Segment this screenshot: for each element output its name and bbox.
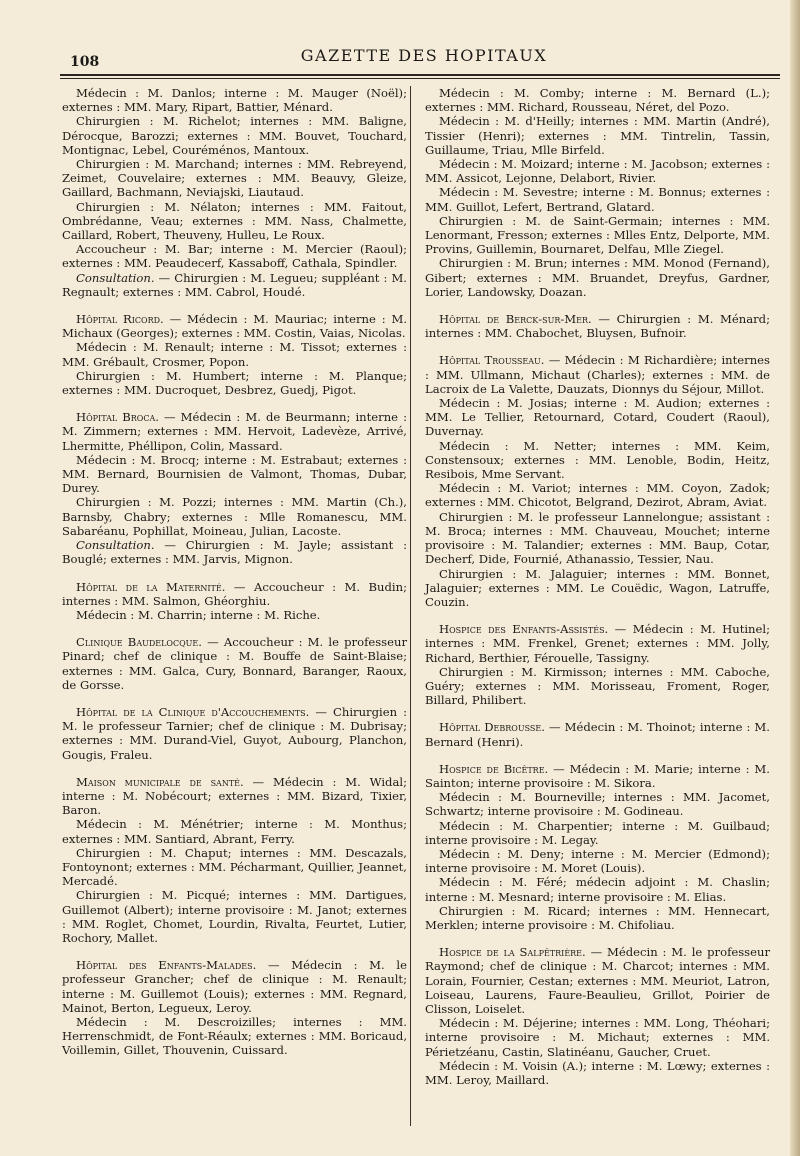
paragraph: [425, 185, 770, 213]
section-gap: [62, 299, 407, 312]
left-column: [62, 86, 407, 1058]
paragraph-text: Chirurgien : M. Picqué; internes : MM. Dartigues, Guillemot (Albert); interne provisoire : M. Janot; externes : MM. Roglet, Chomet, Lourdin, Rivalta, Feurtet, Lutier, Rochory, Mallet.: [62, 888, 407, 945]
paragraph-text: — Accoucheur : M. Budin; internes : MM. Salmon, Ghéorghiu.: [62, 579, 407, 608]
paragraph: [425, 510, 770, 567]
section-gap: [425, 749, 770, 762]
paragraph-text: Médecin : M. Brocq; interne : M. Estrabaut; externes : MM. Bernard, Bournisien de Valmont, Thomas, Dubar, Durey.: [62, 452, 407, 496]
section-gap: [425, 299, 770, 312]
section-gap: [425, 609, 770, 622]
paragraph: [425, 396, 770, 439]
paragraph-text: Chirurgien : M. Jalaguier; internes : MM. Bonnet, Jalaguier; externes : MM. Le Couëdic, Wagon, Latruffe, Couzin.: [425, 566, 770, 609]
paragraph: [62, 495, 407, 538]
paragraph: [425, 157, 770, 185]
paragraph: [425, 439, 770, 482]
section-gap: [425, 340, 770, 353]
paragraph-text: Chirurgien : M. Kirmisson; internes : MM. Caboche, Guéry; externes : MM. Morisseau, Froment, Roger, Billard, Philibert.: [425, 664, 770, 708]
service-label: Consultation.: [76, 538, 155, 553]
paragraph-text: Chirurgien : M. Chaput; internes : MM. Descazals, Fontoynont; externes : MM. Pécharmant, Quillier, Jeannet, Mercadé.: [62, 845, 407, 889]
institution-name: Hôpital Trousseau.: [439, 353, 545, 368]
paragraph-text: Chirurgien : M. le professeur Lannelongue; assistant : M. Broca; internes : MM. Chauveau, Mouchet; interne provisoire : M. Talandier; externes : MM. Baup, Cotar, Decherf, Dide, Fournié, Athanassio, Tessier, Nau.: [425, 509, 770, 567]
section-gap: [62, 397, 407, 410]
paragraph: [425, 762, 770, 790]
paragraph: [62, 340, 407, 368]
right-column: [425, 86, 770, 1087]
paragraph: [425, 114, 770, 157]
header-rule-thick: [60, 74, 780, 76]
page-header: [60, 42, 788, 74]
institution-name: Hôpital Ricord.: [76, 312, 164, 327]
section-gap: [425, 707, 770, 720]
paragraph: [425, 819, 770, 847]
paragraph-text: — Médecin : M. Marie; interne : M. Sainton; interne provisoire : M. Sikora.: [425, 761, 770, 790]
paragraph-text: Chirurgien : M. de Saint-Germain; internes : MM. Lenormant, Fresson; externes : Mlles Entz, Delporte, MM. Provins, Guillemin, Bournaret, Delfau, Mlle Ziegel.: [425, 213, 770, 257]
header-rule-thin: [60, 78, 780, 79]
paragraph: [425, 86, 770, 114]
paragraph-text: — Chirurgien : M. Ménard; internes : MM. Chabochet, Bluysen, Bufnoir.: [425, 312, 770, 341]
paragraph: [425, 567, 770, 610]
paragraph-text: Médecin : M. Deny; interne : M. Mercier (Edmond); interne provisoire : M. Moret (Louis).: [425, 846, 770, 876]
paragraph-text: Médecin : M. Variot; internes : MM. Coyon, Zadok; externes : MM. Chicotot, Belgrand, Dezirot, Abram, Aviat.: [425, 481, 770, 510]
paragraph: [62, 271, 407, 299]
page-number: 108: [70, 54, 100, 70]
paragraph-text: Médecin : M. Déjerine; internes : MM. Long, Théohari; interne provisoire : M. Michaut; externes : MM. Périetzéanu, Castin, Slatinéanu, Gaucher, Cruet.: [425, 1016, 770, 1059]
paragraph: [62, 846, 407, 889]
institution-name: Clinique Baudelocque.: [76, 635, 202, 650]
section-gap: [62, 622, 407, 635]
section-gap: [62, 945, 407, 958]
paragraph: [425, 1059, 770, 1087]
institution-name: Maison municipale de santé.: [76, 774, 244, 789]
paragraph: [425, 353, 770, 396]
paragraph-text: Médecin : M. Sevestre; interne : M. Bonnus; externes : MM. Guillot, Lefert, Bertrand, Glatard.: [425, 185, 770, 214]
paragraph: [425, 904, 770, 932]
paragraph-text: Chirurgien : M. Marchand; internes : MM. Rebreyend, Zeimet, Couvelaire; externes : MM. Beauvy, Gleize, Gaillard, Bachmann, Neviajski, Liautaud.: [62, 157, 407, 200]
institution-name: Hospice des Enfants-Assistés.: [439, 622, 609, 637]
institution-name: Hôpital de Berck-sur-Mer.: [439, 312, 592, 327]
paragraph-text: — Médecin : M Richardière; internes : MM. Ullmann, Michaut (Charles); externes : MM. de Lacroix de La Valette, Dauzats, Dionnys du Séjour, Millot.: [425, 353, 770, 396]
paragraph: [425, 256, 770, 299]
paragraph-text: Médecin : M. d'Heilly; internes : MM. Martin (André), Tissier (Henri); externes : MM. Tintrelin, Tassin, Guillaume, Triau, Mlle Birfeld.: [425, 114, 770, 157]
page-edge: [790, 0, 800, 1156]
paragraph: [425, 1016, 770, 1059]
paragraph-text: Médecin : M. Josias; interne : M. Audion; externes : MM. Le Tellier, Retournard, Cotard, Coudert (Raoul), Duvernay.: [425, 396, 770, 439]
service-label: Consultation.: [76, 270, 155, 285]
paragraph: [62, 86, 407, 114]
paragraph-text: — Médecin : M. Mauriac; interne : M. Michaux (Georges); externes : MM. Costin, Vaias, Nicolas.: [62, 312, 408, 341]
paragraph-text: Chirurgien : M. Richelot; internes : MM. Baligne, Dérocque, Barozzi; externes : MM. Bouvet, Touchard, Montignac, Lebel, Couréménos, Mantoux.: [62, 114, 407, 157]
paragraph: [62, 538, 407, 566]
paragraph: [62, 608, 407, 622]
paragraph: [62, 817, 407, 845]
section-gap: [62, 692, 407, 705]
paragraph-text: — Médecin : M. Thoinot; interne : M. Bernard (Henri).: [425, 720, 770, 749]
institution-name: Hospice de la Salpêtrière.: [439, 945, 586, 960]
column-divider: [410, 86, 411, 1126]
paragraph: [62, 775, 407, 818]
paragraph: [62, 580, 407, 608]
paragraph-text: Médecin : M. Ménétrier; interne : M. Monthus; externes : MM. Santiard, Abrant, Ferry.: [62, 817, 407, 846]
paragraph-text: Médecin : M. Renault; interne : M. Tissot; externes : MM. Grébault, Crosmer, Popon.: [62, 340, 407, 369]
paragraph: [62, 114, 407, 157]
paragraph-text: — Médecin : M. Hutinel; internes : MM. Frenkel, Grenet; externes : MM. Jolly, Richard, Berthier, Férouelle, Tassigny.: [425, 622, 770, 665]
paragraph: [425, 875, 770, 903]
paragraph-text: — Médecin : M. Widal; interne : M. Nobécourt; externes : MM. Bizard, Tixier, Baron.: [62, 774, 407, 818]
paragraph-text: Chirurgien : M. Ricard; internes : MM. Hennecart, Merklen; interne provisoire : M. Chifoliau.: [425, 903, 770, 932]
paragraph-text: — Accoucheur : M. le professeur Pinard; chef de clinique : M. Bouffe de Saint-Blaise; externes : MM. Galca, Cury, Bonnard, Baranger, Raoux, de Gorsse.: [62, 635, 407, 692]
paragraph: [62, 410, 407, 453]
paragraph-text: Médecin : M. Voisin (A.); interne : M. Lœwy; externes : MM. Leroy, Maillard.: [425, 1058, 770, 1087]
paragraph-text: — Chirurgien : M. Legueu; suppléant : M. Regnault; externes : MM. Cabrol, Houdé.: [62, 270, 407, 299]
paragraph-text: Médecin : M. Charrin; interne : M. Riche.: [76, 607, 321, 622]
paragraph: [425, 622, 770, 665]
paragraph: [425, 720, 770, 748]
paragraph-text: Médecin : M. Comby; interne : M. Bernard (L.); externes : MM. Richard, Rousseau, Néret, del Pozo.: [425, 86, 770, 115]
paragraph: [425, 312, 770, 340]
paragraph-text: Chirurgien : M. Pozzi; internes : MM. Martin (Ch.), Barnsby, Chabry; externes : Mlle Romanescu, MM. Sabaréanu, Pophillat, Moineau, Julian, Lacoste.: [62, 495, 407, 538]
paragraph-text: — Chirurgien : M. le professeur Tarnier; chef de clinique : M. Dubrisay; externes : MM. Durand-Viel, Guyot, Aubourg, Planchon, Gougis, Fraleu.: [62, 704, 407, 762]
paragraph-text: — Chirurgien : M. Jayle; assistant : Bouglé; externes : MM. Jarvis, Mignon.: [62, 538, 407, 567]
paragraph: [62, 157, 407, 200]
institution-name: Hôpital de la Maternité.: [76, 579, 226, 594]
paragraph: [62, 888, 407, 945]
paragraph: [62, 705, 407, 762]
paragraph-text: Chirurgien : M. Humbert; interne : M. Planque; externes : MM. Ducroquet, Desbrez, Guedj, Pigot.: [62, 368, 407, 398]
section-gap: [62, 762, 407, 775]
paragraph-text: Chirurgien : M. Brun; internes : MM. Monod (Fernand), Gibert; externes : MM. Bruandet, Dreyfus, Gardner, Lorier, Landowsky, Doazan.: [425, 256, 770, 299]
paragraph-text: Médecin : M. Charpentier; interne : M. Guilbaud; interne provisoire : M. Legay.: [425, 818, 770, 847]
paragraph: [425, 945, 770, 1016]
paragraph: [62, 635, 407, 692]
section-gap: [62, 567, 407, 580]
section-gap: [425, 932, 770, 945]
paragraph-text: Accoucheur : M. Bar; interne : M. Mercier (Raoul); externes : MM. Peaudecerf, Kassaboff, Cathala, Spindler.: [62, 242, 407, 271]
paragraph-text: — Médecin : M. de Beurmann; interne : M. Zimmern; externes : MM. Hervoit, Ladevèze, Arrivé, Lhermitte, Phéllipon, Colin, Massard.: [62, 410, 407, 453]
paragraph: [62, 453, 407, 496]
paragraph: [425, 481, 770, 509]
paragraph-text: Médecin : M. Descroizilles; internes : MM. Herrenschmidt, de Font-Réaulx; externes : MM. Boricaud, Voillemin, Gillet, Thouvenin, Cuissard.: [62, 1014, 407, 1058]
paragraph: [62, 1015, 407, 1058]
paragraph: [425, 847, 770, 875]
paragraph: [62, 312, 407, 340]
paragraph-text: Médecin : M. Bourneville; internes : MM. Jacomet, Schwartz; interne provisoire : M. Godineau.: [425, 790, 770, 819]
paragraph: [425, 665, 770, 708]
paragraph: [62, 958, 407, 1015]
institution-name: Hôpital des Enfants-Malades.: [76, 958, 257, 973]
paragraph: [425, 214, 770, 257]
paragraph: [62, 200, 407, 243]
paragraph-text: Médecin : M. Féré; médecin adjoint : M. Chaslin; interne : M. Mesnard; interne provisoire : M. Elias.: [425, 875, 770, 904]
institution-name: Hôpital Debrousse.: [439, 720, 545, 735]
paragraph: [425, 790, 770, 818]
paragraph-text: Médecin : M. Netter; internes : MM. Keim, Constensoux; externes : MM. Lenoble, Bodin, Heitz, Resibois, Mme Servant.: [425, 438, 770, 482]
paragraph-text: — Médecin : M. le professeur Grancher; chef de clinique : M. Renault; interne : M. Guillemot (Louis); externes : MM. Regnard, Mainot, Berton, Legueux, Leroy.: [62, 958, 407, 1015]
paragraph-text: Chirurgien : M. Nélaton; internes : MM. Faitout, Ombrédanne, Veau; externes : MM. Nass, Chalmette, Caillard, Robert, Theuveny, Hulleu, Le Roux.: [62, 199, 407, 243]
paragraph: [62, 242, 407, 270]
running-title: GAZETTE DES HOPITAUX: [300, 46, 548, 65]
institution-name: Hospice de Bicêtre.: [439, 761, 549, 776]
institution-name: Hôpital Broca.: [76, 410, 159, 425]
paragraph: [62, 369, 407, 397]
paragraph-text: Médecin : M. Moizard; interne : M. Jacobson; externes : MM. Assicot, Lejonne, Delabort, Rivier.: [425, 157, 770, 186]
paragraph-text: Médecin : M. Danlos; interne : M. Mauger (Noël); externes : MM. Mary, Ripart, Battier, Ménard.: [62, 86, 407, 115]
institution-name: Hôpital de la Clinique d'Accouchements.: [76, 704, 310, 719]
paragraph-text: — Médecin : M. le professeur Raymond; chef de clinique : M. Charcot; internes : MM. Lorain, Fournier, Cestan; externes : MM. Meuriot, Latron, Loiseau, Laurens, Faure-Beaulieu, Grillot, Poirier de Clisson, Loiselet.: [425, 945, 770, 1016]
